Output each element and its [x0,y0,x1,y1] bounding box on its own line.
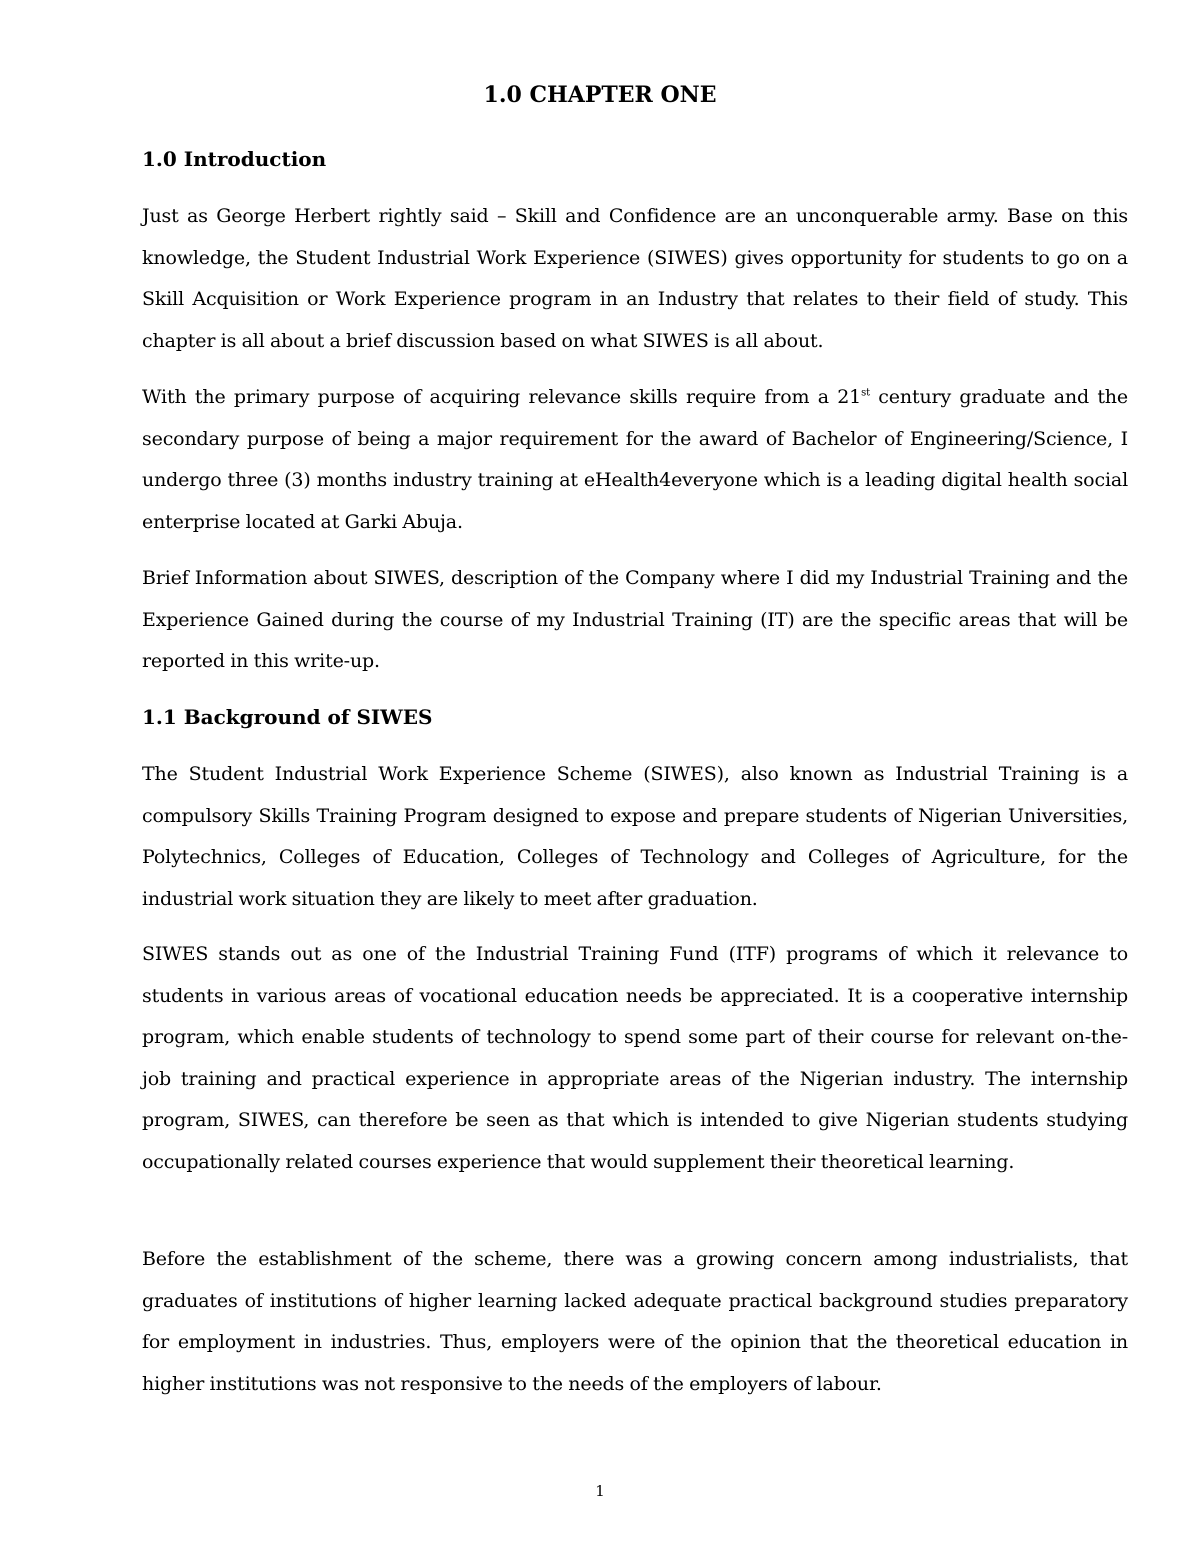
paragraph-intro-2-text-end: century graduate and the secondary purpose of being a major requirement for the award of Bachelor of Engineering/Science, I undergo three (3) months industry training at eHealth4everyone which is a leading digital health social enterprise located at Garki Abuja. [142,386,1128,533]
paragraph-intro-1: Just as George Herbert rightly said – Skill and Confidence are an unconquerable army. Base on this knowledge, the Student Industrial Work Experience (SIWES) gives opportunity for students to go on a Skill Acquisition or Work Experience program in an Industry that relates to their field of study. This chapter is all about a brief discussion based on what SIWES is all about. [142,205,1128,352]
paragraph-background-3: Before the establishment of the scheme, there was a growing concern among industrialists, that graduates of institutions of higher learning lacked adequate practical background studies preparatory for employment in industries. Thus, employers were of the opinion that the theoretical education in higher institutions was not responsive to the needs of the employers of labour. [142,1248,1128,1395]
paragraph-intro-2 [142,377,1128,543]
chapter-title: 1.0 CHAPTER ONE [483,82,717,108]
paragraph-background-2: SIWES stands out as one of the Industrial Training Fund (ITF) programs of which it relevance to students in various areas of vocational education needs be appreciated. It is a cooperative internship program, which enable students of technology to spend some part of their course for relevant on-the-job training and practical experience in appropriate areas of the Nigerian industry. The internship program, SIWES, can therefore be seen as that which is intended to give Nigerian students studying occupationally related courses experience that would supplement their theoretical learning. [142,943,1128,1173]
paragraph-background-1: The Student Industrial Work Experience Scheme (SIWES), also known as Industrial Training is a compulsory Skills Training Program designed to expose and prepare students of Nigerian Universities, Polytechnics, Colleges of Education, Colleges of Technology and Colleges of Agriculture, for the industrial work situation they are likely to meet after graduation. [142,763,1128,910]
section-heading-background: 1.1 Background of SIWES [142,705,433,729]
section-heading-introduction: 1.0 Introduction [142,147,327,171]
page-number: 1 [595,1482,605,1500]
paragraph-intro-2-text-start: With the primary purpose of acquiring relevance skills require from a 21 [142,386,862,408]
paragraph-intro-3: Brief Information about SIWES, description of the Company where I did my Industrial Training and the Experience Gained during the course of my Industrial Training (IT) are the specific areas that will be reported in this write-up. [142,567,1128,672]
ordinal-superscript: st [861,387,870,399]
